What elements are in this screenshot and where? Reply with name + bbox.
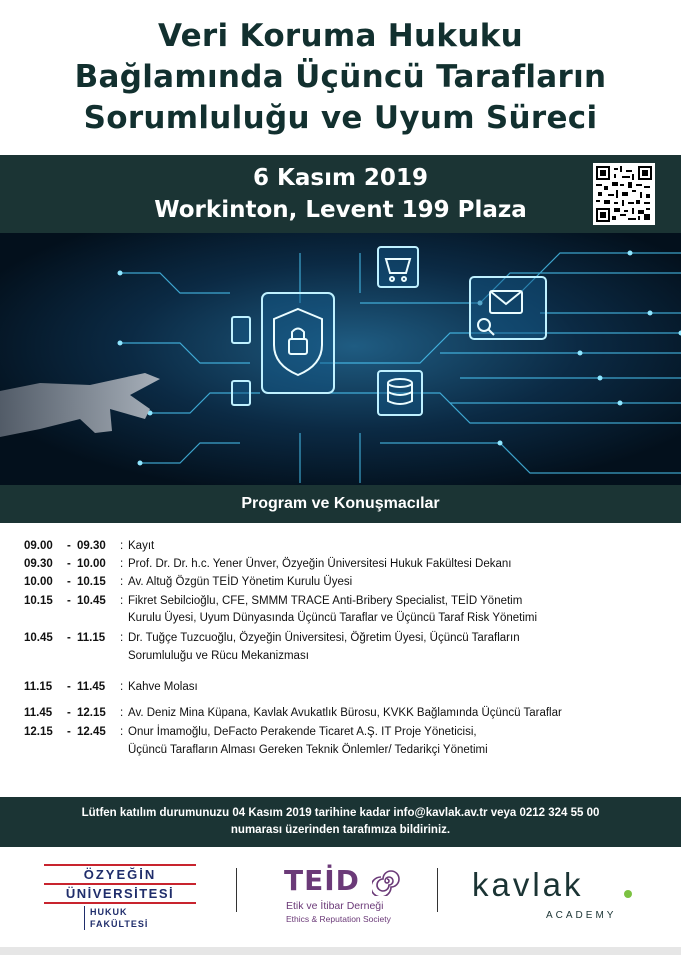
colon: : — [120, 558, 124, 570]
hero-cyber-security-image — [0, 233, 681, 485]
kavlak-name: kavlak — [472, 866, 584, 903]
bottom-strip — [0, 947, 681, 955]
session-description: Av. Deniz Mina Küpana, Kavlak Avukatlık Bürosu, KVKK Bağlamında Üçüncü Taraflar — [128, 707, 562, 719]
start-time: 10.15 — [24, 595, 53, 607]
teid-subtitle-2: Ethics & Reputation Society — [286, 914, 391, 924]
colon: : — [120, 681, 124, 693]
title-line-3: Sorumluluğu ve Uyum Süreci — [83, 100, 598, 136]
kavlak-subtitle: ACADEMY — [546, 910, 617, 921]
session-description: Üçüncü Tarafların Alması Gereken Teknik Önlemler/ Tedarikçi Yönetimi — [128, 744, 488, 756]
session-description: Dr. Tuğçe Tuzcuoğlu, Özyeğin Üniversitesi, Öğretim Üyesi, Üçüncü Tarafların — [128, 632, 520, 644]
start-time: 11.15 — [24, 681, 53, 693]
time-separator: - — [67, 595, 71, 607]
sponsor-logos — [0, 850, 681, 940]
kavlak-logo — [472, 866, 642, 930]
time-separator: - — [67, 576, 71, 588]
title-line-2: Bağlamında Üçüncü Tarafların — [74, 59, 607, 95]
end-time: 10.15 — [77, 576, 106, 588]
qr-code-icon[interactable] — [593, 163, 655, 225]
end-time: 10.00 — [77, 558, 106, 570]
event-venue: Workinton, Levent 199 Plaza — [154, 197, 527, 223]
faculty-line-1: HUKUK — [90, 907, 128, 917]
start-time: 12.15 — [24, 726, 53, 738]
teid-subtitle-1: Etik ve İtibar Derneği — [286, 900, 384, 912]
colon: : — [120, 595, 124, 607]
session-description: Kurulu Üyesi, Uyum Dünyasında Üçüncü Taraflar ve Üçüncü Taraf Risk Yönetimi — [128, 612, 538, 624]
session-description: Onur İmamoğlu, DeFacto Perakende Ticaret A.Ş. IT Proje Yöneticisi, — [128, 726, 477, 738]
event-title — [0, 16, 681, 139]
session-description: Av. Altuğ Özgün TEİD Yönetim Kurulu Üyesi — [128, 576, 353, 588]
rsvp-line-2: numarası üzerinden tarafımıza bildiriniz. — [230, 824, 451, 836]
faculty-line-2: FAKÜLTESİ — [90, 919, 149, 929]
spiral-icon — [372, 866, 402, 896]
time-separator: - — [67, 558, 71, 570]
colon: : — [120, 726, 124, 738]
start-time: 10.45 — [24, 632, 53, 644]
session-description: Fikret Sebilcioğlu, CFE, SMMM TRACE Anti-Bribery Specialist, TEİD Yönetim — [128, 595, 523, 607]
ozyegin-logo — [44, 864, 204, 934]
date-band — [0, 155, 681, 233]
start-time: 09.00 — [24, 540, 53, 552]
time-separator: - — [67, 681, 71, 693]
teid-name: TEİD — [284, 864, 360, 897]
end-time: 09.30 — [77, 540, 106, 552]
program-title: Program ve Konuşmacılar — [241, 495, 440, 512]
ozyegin-name-line-2: ÜNİVERSİTESİ — [65, 886, 175, 901]
start-time: 11.45 — [24, 707, 53, 719]
session-description: Sorumluluğu ve Rücu Mekanizması — [128, 650, 309, 662]
colon: : — [120, 632, 124, 644]
session-description: Kayıt — [128, 540, 155, 552]
colon: : — [120, 576, 124, 588]
time-separator: - — [67, 540, 71, 552]
end-time: 11.45 — [77, 681, 106, 693]
time-separator: - — [67, 632, 71, 644]
logo-divider — [437, 868, 438, 912]
end-time: 10.45 — [77, 595, 106, 607]
rsvp-text — [20, 805, 661, 839]
start-time: 10.00 — [24, 576, 53, 588]
colon: : — [120, 540, 124, 552]
end-time: 12.45 — [77, 726, 106, 738]
start-time: 09.30 — [24, 558, 53, 570]
rsvp-line-1: Lütfen katılım durumunuzu 04 Kasım 2019 tarihine kadar info@kavlak.av.tr veya 0212 324 55 00 — [81, 807, 600, 819]
green-dot-icon — [624, 890, 632, 898]
ozyegin-name-line-1: ÖZYEĞİN — [83, 867, 157, 882]
teid-logo — [284, 864, 414, 930]
title-line-1: Veri Koruma Hukuku — [158, 18, 523, 54]
colon: : — [120, 707, 124, 719]
program-band — [0, 485, 681, 523]
session-description: Kahve Molası — [128, 681, 198, 693]
logo-divider — [236, 868, 237, 912]
session-description: Prof. Dr. Dr. h.c. Yener Ünver, Özyeğin Üniversitesi Hukuk Fakültesi Dekanı — [128, 558, 512, 570]
end-time: 12.15 — [77, 707, 106, 719]
rsvp-band — [0, 797, 681, 847]
time-separator: - — [67, 707, 71, 719]
time-separator: - — [67, 726, 71, 738]
event-date: 6 Kasım 2019 — [253, 165, 428, 191]
end-time: 11.15 — [77, 632, 106, 644]
